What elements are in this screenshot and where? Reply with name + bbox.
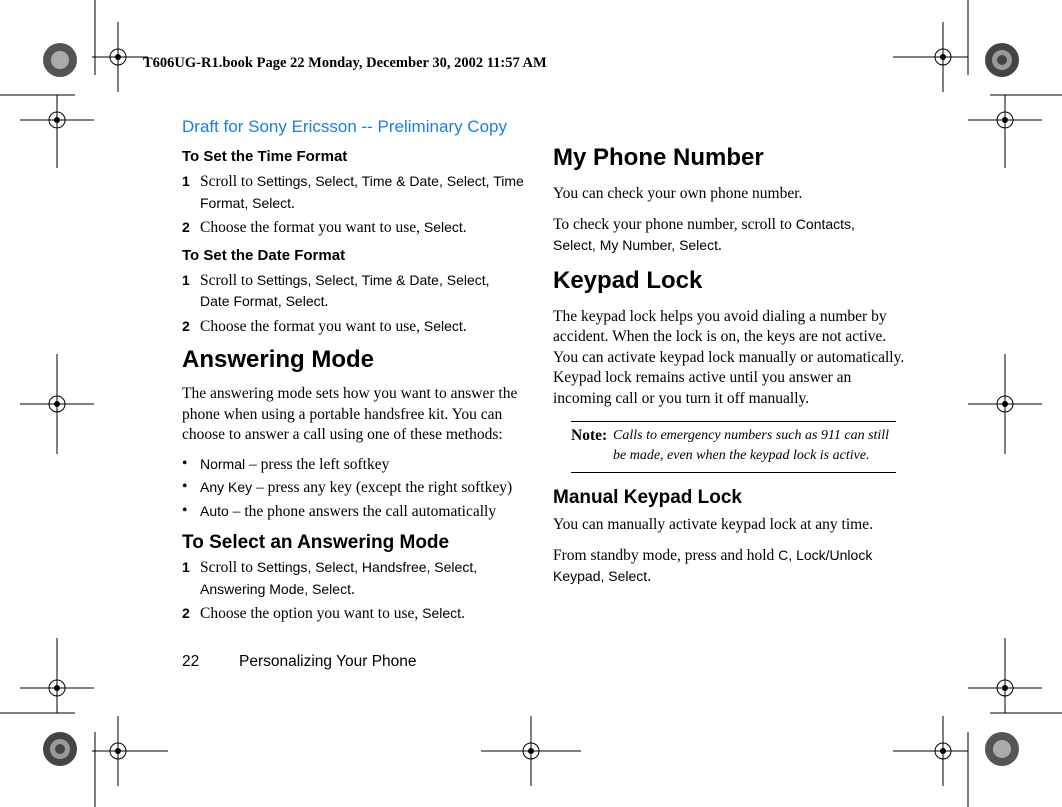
right-column (553, 144, 909, 588)
keypad-lock-paragraph: The keypad lock helps you avoid dialing a number by accident. When the lock is on, the keys are not active. You can activate keypad lock manually or automatically. Keypad lock remains active until you answer an incoming call or you turn it off manually. (553, 307, 905, 407)
time-format-heading: To Set the Time Format (182, 148, 348, 165)
time-format-step-2: 2 Choose the format you want to use, Select. (182, 219, 467, 236)
footer-section-title: Personalizing Your Phone (239, 653, 417, 670)
note-text: Calls to emergency numbers such as 911 can still be made, even when the keypad lock is active. (613, 428, 890, 463)
manual-keypad-lock-heading: Manual Keypad Lock (553, 487, 742, 508)
select-answering-step-1: 1 Scroll to Settings, Select, Handsfree, Select, Answering Mode, Select. (182, 559, 478, 598)
list-item: • Normal – press the left softkey (182, 454, 390, 473)
answering-mode-intro: The answering mode sets how you want to answer the phone when using a portable handsfree kit. You can choose to answer a call using one of these methods: (182, 385, 518, 443)
manual-lock-paragraph-1: You can manually activate keypad lock at any time. (553, 516, 873, 533)
left-column (182, 148, 538, 625)
my-phone-number-heading: My Phone Number (553, 144, 764, 171)
date-format-heading: To Set the Date Format (182, 246, 346, 264)
manual-lock-paragraph-2: From standby mode, press and hold C, Lock/Unlock Keypad, Select. (553, 546, 873, 585)
list-item: • Any Key – press any key (except the right softkey) (182, 478, 513, 496)
date-format-step-2: 2 Choose the format you want to use, Select. (182, 317, 467, 335)
draft-notice: Draft for Sony Ericsson -- Preliminary Copy (182, 117, 507, 136)
date-format-step-1: 1 Scroll to Settings, Select, Time & Date, Select, Date Format, Select. (182, 271, 490, 310)
answering-methods-list (182, 454, 538, 523)
keypad-lock-heading: Keypad Lock (553, 266, 703, 294)
book-header: T606UG-R1.book Page 22 Monday, December 30, 2002 11:57 AM (143, 55, 547, 71)
select-answering-heading: To Select an Answering Mode (182, 532, 450, 553)
note-box (571, 421, 896, 473)
my-number-paragraph-1: You can check your own phone number. (553, 185, 803, 202)
list-item: • Auto – the phone answers the call automatically (182, 501, 497, 520)
answering-mode-heading: Answering Mode (182, 346, 375, 373)
note-label: Note: (571, 427, 608, 444)
time-format-step-1: 1 Scroll to Settings, Select, Time & Date, Select, Time Format, Select. (182, 173, 524, 212)
page-number: 22 (182, 653, 200, 670)
my-number-paragraph-2: To check your phone number, scroll to Contacts, Select, My Number, Select. (553, 215, 855, 254)
select-answering-step-2: 2 Choose the option you want to use, Select. (182, 605, 465, 622)
